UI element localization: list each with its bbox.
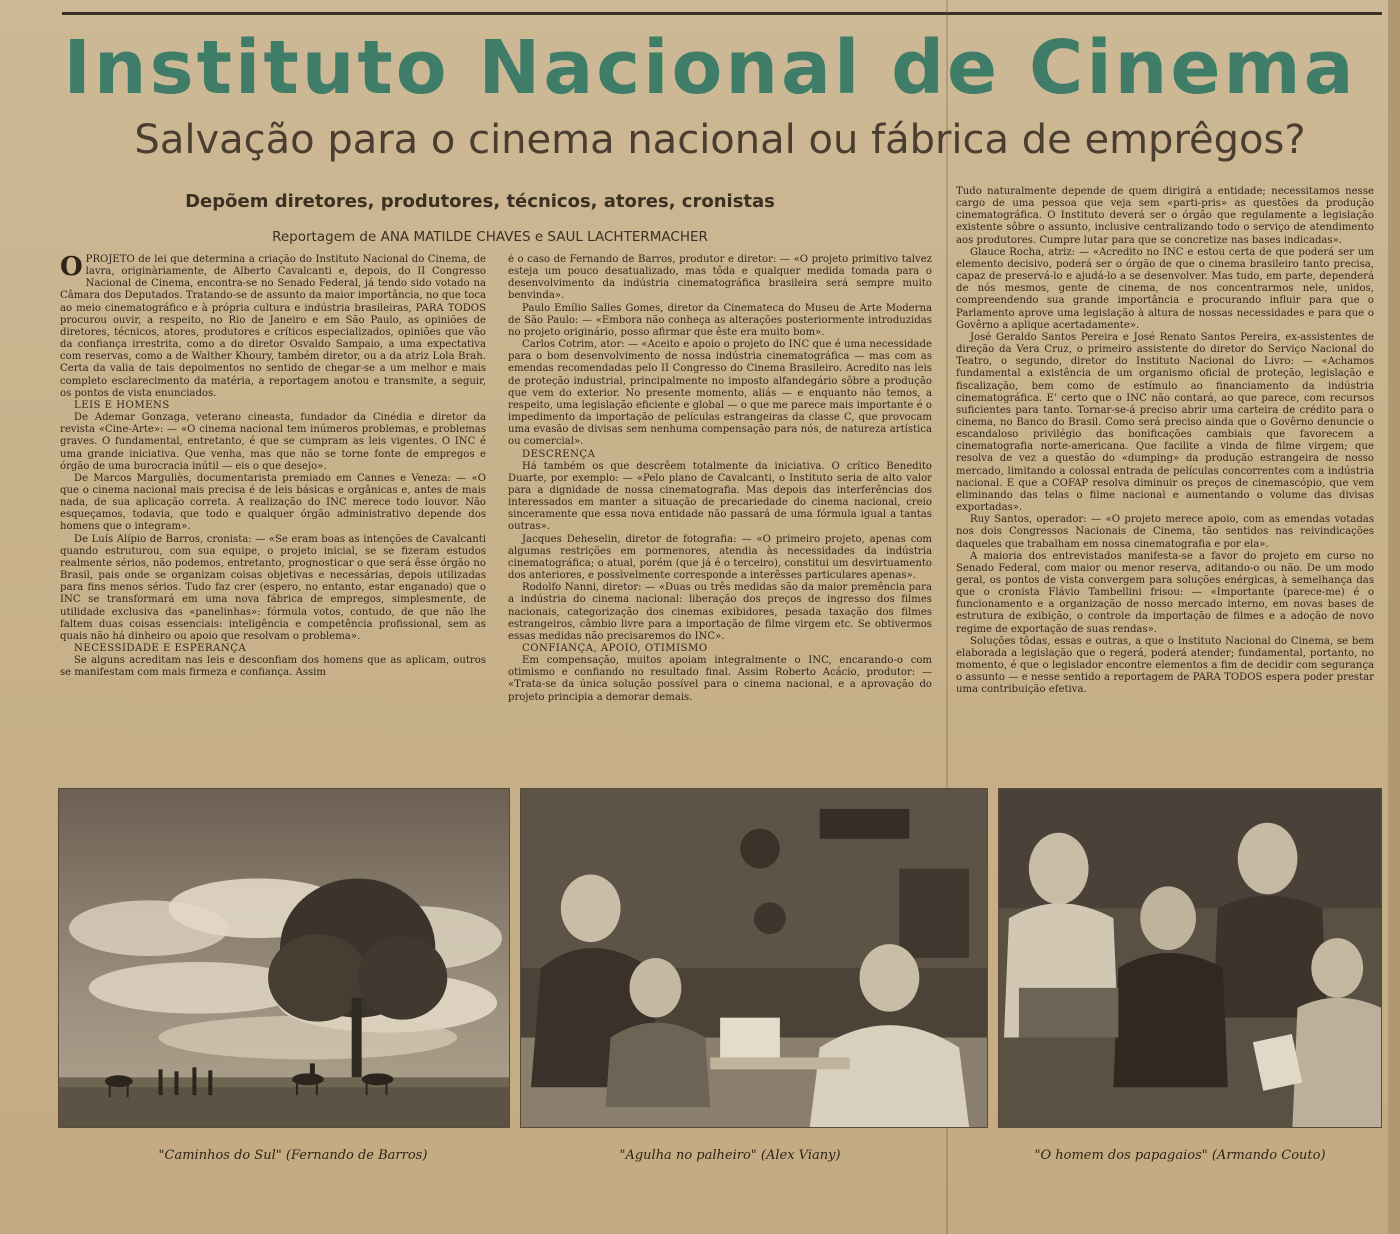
paragraph: Jacques Deheselin, diretor de fotografia: — «O primeiro projeto, apenas com algumas restrições em pormenores, atendia às necessidades da indústria cinematográfica; o atual, porém (que já é o terceiro), constitui um desvirtuamento dos anteriores, e possìvelmente corresponde a interêsses particulares apenas». — [508, 533, 932, 582]
paragraph: é o caso de Fernando de Barros, produtor e diretor: — «O projeto primitivo talvez esteja um pouco desatualizado, mas tôda e qualquer medida tomada para o desenvolvimento da indústria cinematográfica brasileira será sempre muito benvinda». — [508, 254, 932, 302]
intro-paragraph — [60, 254, 486, 400]
landscape-photo — [59, 789, 509, 1127]
intro-text: PROJETO de lei que determina a criação do Instituto Nacional do Cinema, de lavra, originàriamente, de Alberto Cavalcanti e, depois, do II Congresso Nacional de Cinema, encontra-se no Senado Federal, já tendo sido votado na Câmara dos Deputados. Tratando-se de assunto da maior importância, no que toca ao meio cinematográfico e à própria cultura e indústria brasileiras, PARA TODOS procurou ouvir, a respeito, no Rio de Janeiro e em São Paulo, as opiniões de diretores, técnicos, atores, produtores e críticos especializados, opiniões que vão da confiança irrestrita, como a do diretor Osvaldo Sampaio, a uma expectativa com reservas, como a de Walther Khoury, também diretor, ou a da atriz Lola Brah. Certa da valia de tais depoimentos no sentido de chegar-se a um melhor e mais completo esclarecimento da matéria, a reportagem anotou e transmite, a seguir, os pontos de vista enunciados. — [60, 254, 486, 399]
photo-caption-2: "Agulha no palheiro" (Alex Viany) — [619, 1148, 841, 1163]
photo-caption-3: "O homem dos papagaios" (Armando Couto) — [1034, 1148, 1326, 1163]
photo-caminhos-do-sul — [58, 788, 510, 1128]
article-column-1 — [60, 254, 486, 774]
section-heading: LEIS E HOMENS — [74, 399, 170, 411]
section-heading: NECESSIDADE E ESPERANÇA — [74, 643, 247, 654]
paragraph: Glauce Rocha, atriz: — «Acredito no INC e estou certa de que poderá ser um elemento decisivo, poderá ser o órgão de que o cinema brasileiro tanto precisa, capaz de preservá-lo e ajudá-lo a se desenvolver. Mas tudo, em parte, dependerá de nós mesmos, gente de cinema, de nos concentrarmos nele, unidos, compreendendo sua grande importância e procurando influir para que o Parlamento aprove uma legislação à altura de nossas necessidades e para que o Govêrno a aplique acertadamente». — [956, 246, 1374, 331]
group-scene-photo — [999, 789, 1381, 1127]
paragraph: A maioria dos entrevistados manifesta-se a favor do projeto em curso no Senado Federal, com maior ou menor reserva, aditando-o ou não. De um modo geral, os pontos de vista convergem para soluções enérgicas, à semelhança das que o cronista Flávio Tambellini frisou: — «Importante (parece-me) é o funcionamento e a organização de nosso mercado interno, em novas bases de estrutura de exibição, o controle da importação de filmes e a adoção de novo regime de exportação de suas rendas». — [956, 550, 1374, 635]
paragraph: De Ademar Gonzaga, veterano cineasta, fundador da Cinédia e diretor da revista «Cine-Arte»: — «O cinema nacional tem inúmeros problemas, e problemas graves. O fundamental, entretanto, é que se cumpram as leis vigentes. O INC é uma grande iniciativa. Que venha, mas que não se torne fonte de empregos e órgão de uma burocracia inútil — eis o que desejo». — [60, 412, 486, 472]
interior-scene-photo — [521, 789, 987, 1127]
headline: Instituto Nacional de Cinema — [63, 25, 1357, 111]
paragraph: Se alguns acreditam nas leis e desconfiam dos homens que as aplicam, outros se manifestam com mais firmeza e confiança. Assim — [60, 655, 486, 679]
paragraph: Paulo Emílio Salles Gomes, diretor da Cinemateca do Museu de Arte Moderna de São Paulo: — «Embora não conheça as alterações posteriormente introduzidas no projeto originário, posso afirmar que êste era muito bom». — [508, 302, 932, 338]
paragraph: De Marcos Marguliès, documentarista premiado em Cannes e Veneza: — «O que o cinema nacional mais precisa é de leis básicas e orgânicas e, antes de mais nada, de sua aplicação correta. A realização do INC merece todo louvor. Não esqueçamos, todavia, que todo e qualquer órgão administrativo depende dos homens que o integram». — [60, 472, 486, 533]
paragraph: Ruy Santos, operador: — «O projeto merece apoio, com as emendas votadas nos dois Congressos Nacionais de Cinema, tão sentidos nas reivindicações daqueles que trabalham em nossa cinematografia e por ela». — [956, 514, 1374, 550]
photo-agulha-no-palheiro — [520, 788, 988, 1128]
deck: Depõem diretores, produtores, técnicos, atores, cronistas — [185, 191, 775, 212]
article-column-2 — [508, 254, 932, 774]
paragraph: Soluções tôdas, essas e outras, a que o Instituto Nacional do Cinema, se bem elaborada a legislação que o regerá, poderá atender; fundamental, portanto, no momento, é que o legislador encontre elementos a fim de decidir com segurança o assunto — e nesse sentido a reportagem de PARA TODOS espera poder prestar uma contribuição efetiva. — [956, 635, 1374, 696]
paragraph: Rodolfo Nanni, diretor: — «Duas ou três medidas são da maior premência para a indústria do cinema nacional: liberação dos preços de ingresso dos filmes nacionais, categorização dos cinemas exibidores, pesada taxação dos filmes estrangeiros, câmbio livre para a importação de filme virgem etc. Se obtivermos essas medidas não precisaremos do INC». — [508, 582, 932, 642]
subheadline: Salvação para o cinema nacional ou fábrica de emprêgos? — [134, 117, 1306, 163]
photo-caption-1: "Caminhos do Sul" (Fernando de Barros) — [158, 1148, 428, 1163]
paragraph: Em compensação, muitos apoiam integralmente o INC, encarando-o com otimismo e confiando no resultado final. Assim Roberto Acácio, produtor: — «Trata-se da única solução possível para o cinema nacional, e a aprovação do projeto principia a demorar demais. — [508, 655, 932, 703]
paragraph: Tudo naturalmente depende de quem dirigirá a entidade; necessitamos nesse cargo de uma pessoa que veja sem «parti-pris» as questões da produção cinematográfica. O Instituto deverá ser o órgão que regulamente a legislação existente sôbre o assunto, inclusive centralizando todo o serviço de atendimento aos produtores. Cumpre lutar para que se concretize nas bases indicadas». — [956, 186, 1374, 246]
byline: Reportagem de ANA MATILDE CHAVES e SAUL LACHTERMACHER — [272, 229, 708, 245]
section-heading: CONFIANÇA, APOIO, OTIMISMO — [522, 643, 708, 654]
photo-o-homem-dos-papagaios — [998, 788, 1382, 1128]
paragraph: De Luís Alípio de Barros, cronista: — «Se eram boas as intenções de Cavalcanti quando estruturou, com sua equipe, o projeto inicial, se se fizeram estudos realmente sérios, não podemos, entretanto, prognosticar o que será êsse órgão no Brasil, pais onde se organizam coisas objetivas e necessárias, depois utilizadas para fins menos sérios. Tudo faz crer (espero, no entanto, estar enganado) que o INC se transformará em uma nova fábrica de empregos, simplesmente, de utilidade exclusiva das «panelinhas»: fórmula votos, contudo, de que não lhe faltem duas coisas essenciais: inteligência e competência profissional, sem as quais não há dinheiro ou apoio que resolvam o problema». — [60, 533, 486, 642]
page-edge — [1388, 0, 1400, 1234]
section-heading: DESCRENÇA — [522, 448, 596, 460]
paragraph: José Geraldo Santos Pereira e José Renato Santos Pereira, ex-assistentes de direção da Vera Cruz, o primeiro assistente do diretor do Serviço Nacional do Teatro, o segundo, diretor do Instituto Nacional do Livro: — «Achamos fundamental a existência de um organismo oficial de proteção, legislação e fiscalização, bem como de estímulo ao financiamento da indústria cinematográfica. E' certo que o INC não contará, ao que parece, com recursos suficientes para tanto. Tornar-se-á preciso abrir uma carteira de crédito para o cinema, no Banco do Brasil. Como será preciso ainda que o Govêrno denuncie o escandaloso privilégio das bonificações cambiais que favorecem a cinematografia norte-americana. Que facilite a vinda de filme virgem; que resolva de vez a questão do «dumping» da produção estrangeira de nosso mercado, limitando a colossal entrada de películas concorrentes com a indústria nacional. E que a COFAP resolva diminuir os preços de cinemascópio, que vem eliminando das telas o filme nacional e aumentando o volume das divisas exportadas». — [956, 331, 1374, 514]
paragraph: Carlos Cotrim, ator: — «Aceito e apoio o projeto do INC que é uma necessidade para o bom desenvolvimento de nossa indústria cinematográfica — mas com as emendas recomendadas pelo II Congresso do Cinema Brasileiro. Acredito nas leis de proteção industrial, principalmente no imposto alfandegário sôbre a produção que vem do exterior. No presente momento, aliás — e enquanto não temos, a respeito, uma legislação eficiente e global — o que me parece mais importante é o impedimento da importação de películas estrangeiras da classe C, que provocam uma evasão de divisas sem nenhuma compensação para nós, de natureza artística ou comercial». — [508, 339, 932, 448]
article-column-3 — [956, 186, 1374, 774]
drop-cap: O — [60, 254, 83, 282]
top-rule — [62, 12, 1382, 15]
paragraph: Há também os que descrêem totalmente da iniciativa. O crítico Benedito Duarte, por exemplo: — «Pelo plano de Cavalcanti, o Instituto seria de alto valor para a dignidade de nossa cinematografia. Mas depois das interferências dos interessados em manter a situação de precariedade do cinema nacional, creio sinceramente que essa nova entidade não passará de uma fórmula igual a tantas outras». — [508, 460, 932, 533]
